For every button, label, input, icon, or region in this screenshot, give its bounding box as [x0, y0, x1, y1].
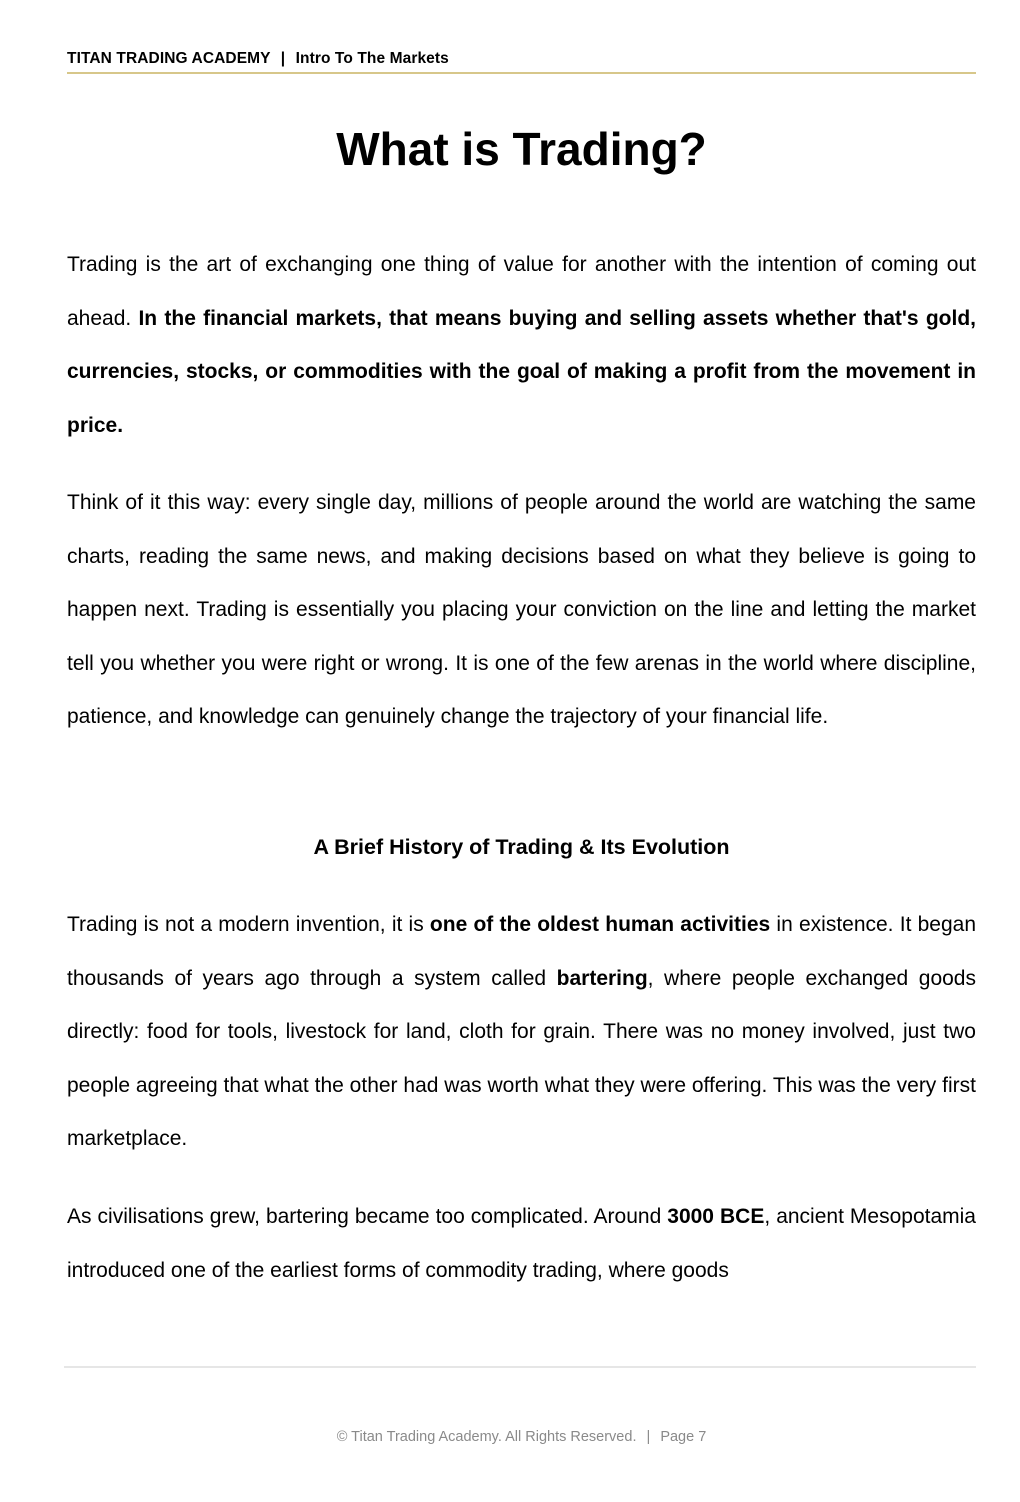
footer-divider [64, 1366, 976, 1368]
paragraph-bold-text: bartering [556, 966, 648, 990]
footer-page-number: Page 7 [660, 1429, 707, 1445]
section-heading: A Brief History of Trading & Its Evolution [313, 835, 730, 859]
page-title: What is Trading? [336, 123, 707, 175]
paragraph-text: Think of it this way: every single day, millions of people around the world are watching the same charts, reading the same news, and making decisions based on what they believe is going to happen next. Trading is essentially you placing your conviction on the line and letting the market tell you whether you were right or wrong. It is one of the few arenas in the world where discipline, patience, and knowledge can genuinely change the trajectory of your financial life. [67, 491, 976, 729]
paragraph-bold-text: In the financial markets, that means buying and selling assets whether that's gold, currencies, stocks, or commodities with the goal of making a profit from the movement in price. [67, 306, 976, 437]
paragraph-history [67, 898, 976, 1166]
paragraph-text: , where people exchanged goods directly: food for tools, livestock for land, cloth for grain. There was no money involved, just two people agreeing that what the other had was worth what they were offering. This was the very first marketplace. [67, 966, 976, 1151]
paragraph-think [67, 476, 976, 744]
header-brand: TITAN TRADING ACADEMY [67, 50, 271, 67]
page-footer [67, 1429, 976, 1445]
header-divider [67, 72, 976, 74]
footer-copyright: © Titan Trading Academy. All Rights Reserved. [336, 1429, 637, 1445]
paragraph-text: in existence. It began thousands of years ago through a system called [67, 913, 977, 990]
running-header [67, 50, 976, 72]
paragraph-bold-text: one of the oldest human activities [429, 913, 771, 936]
paragraph-intro [67, 238, 976, 452]
header-section: Intro To The Markets [295, 50, 449, 67]
paragraph-civilisations [67, 1190, 976, 1297]
header-separator: | [280, 50, 286, 67]
paragraph-text: , ancient Mesopotamia introduced one of the earliest forms of commodity trading, where goods [67, 1205, 976, 1282]
paragraph-bold-text: 3000 BCE [667, 1205, 765, 1228]
footer-separator: | [646, 1429, 651, 1445]
paragraph-text: Trading is not a modern invention, it is [67, 913, 430, 936]
paragraph-text: As civilisations grew, bartering became too complicated. Around [67, 1205, 668, 1228]
paragraph-text: Trading is the art of exchanging one thing of value for another with the intention of coming out ahead. [67, 253, 976, 330]
